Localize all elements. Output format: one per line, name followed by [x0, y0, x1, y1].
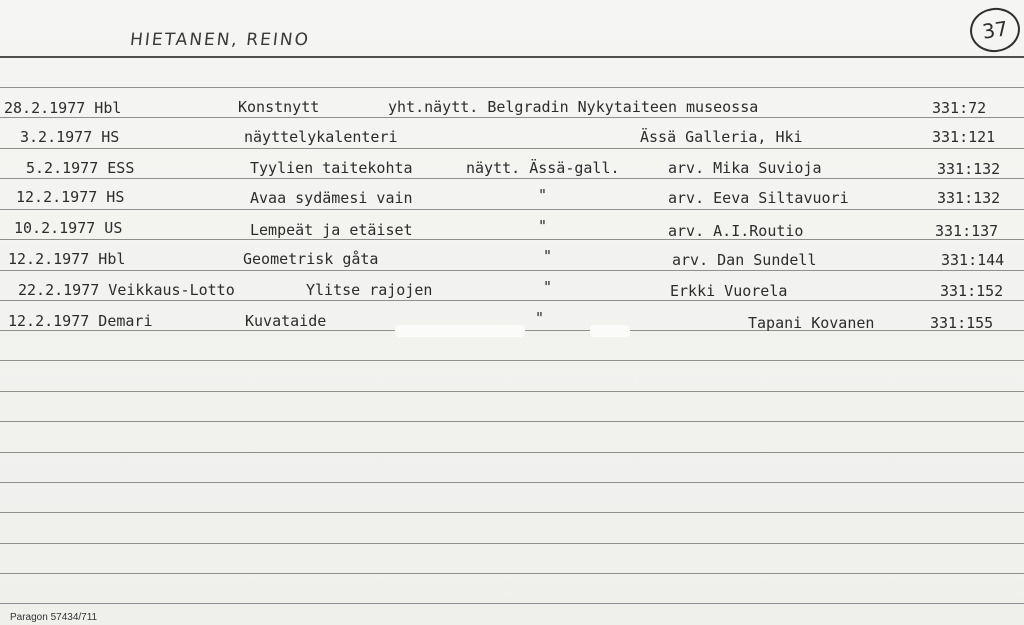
rule-line [0, 360, 1024, 361]
rule-line [0, 452, 1024, 453]
entry-date-source: 5.2.1977 ESS [26, 159, 135, 177]
rule-line [0, 603, 1024, 604]
card-number-circle: 37 [967, 5, 1023, 56]
rule-line [0, 573, 1024, 574]
entry-title: näyttelykalenteri [244, 128, 398, 146]
rule-line [0, 209, 1024, 210]
entry-title: Avaa sydämesi vain [250, 189, 413, 207]
entry-title: Kuvataide [245, 312, 327, 330]
entry-ditto-mark: " [543, 278, 553, 296]
entry-ditto-mark: " [538, 217, 548, 235]
entry-reference: 331:144 [941, 251, 1005, 269]
entry-ditto-mark: " [538, 186, 548, 204]
entry-title: Lempeät ja etäiset [250, 221, 413, 239]
entry-event: näytt. Ässä-gall. [466, 159, 620, 177]
rule-line [0, 56, 1024, 58]
rule-line [0, 482, 1024, 483]
entry-ditto-mark: " [535, 309, 545, 327]
entry-date-source: 3.2.1977 HS [20, 128, 120, 146]
entry-date-source: 28.2.1977 Hbl [4, 99, 122, 117]
entry-reference: 331:155 [930, 314, 994, 332]
entry-date-source: 10.2.1977 US [14, 219, 123, 237]
entry-critic: arv. Eeva Siltavuori [668, 189, 849, 207]
white-out-mark [395, 325, 525, 337]
rule-line [0, 391, 1024, 392]
entry-title: Konstnytt [238, 98, 320, 116]
rule-line [0, 178, 1024, 179]
entry-critic: Ässä Galleria, Hki [640, 128, 803, 146]
entry-reference: 331:152 [940, 282, 1004, 300]
entry-critic: Erkki Vuorela [670, 282, 788, 300]
card-name-heading: HIETANEN, REINO [128, 30, 311, 50]
entry-date-source: 22.2.1977 Veikkaus-Lotto [18, 281, 235, 299]
entry-reference: 331:132 [937, 160, 1001, 178]
entry-critic: arv. Dan Sundell [672, 251, 817, 269]
entry-ditto-mark: " [543, 247, 553, 265]
entry-event: yht.näytt. Belgradin Nykytaiteen museossa [388, 98, 759, 116]
rule-line [0, 421, 1024, 422]
entry-title: Tyylien taitekohta [250, 159, 413, 177]
rule-line [0, 87, 1024, 88]
entry-date-source: 12.2.1977 HS [16, 188, 125, 206]
rule-line [0, 239, 1024, 240]
rule-line [0, 148, 1024, 149]
entry-reference: 331:72 [932, 99, 987, 117]
entry-title: Geometrisk gåta [243, 250, 379, 268]
entry-title: Ylitse rajojen [306, 281, 433, 299]
entry-reference: 331:132 [937, 189, 1001, 207]
entry-date-source: 12.2.1977 Demari [8, 312, 153, 330]
entry-critic: arv. A.I.Routio [668, 222, 804, 240]
rule-line [0, 300, 1024, 301]
rule-line [0, 117, 1024, 118]
entry-critic: arv. Mika Suvioja [668, 159, 822, 177]
white-out-mark [590, 325, 630, 337]
entry-reference: 331:137 [935, 222, 999, 240]
card-printer-mark: Paragon 57434/711 [10, 612, 98, 623]
entry-reference: 331:121 [932, 128, 996, 146]
rule-line [0, 512, 1024, 513]
rule-line [0, 543, 1024, 544]
entry-critic: Tapani Kovanen [748, 314, 875, 332]
entry-date-source: 12.2.1977 Hbl [8, 250, 126, 268]
rule-line [0, 270, 1024, 271]
